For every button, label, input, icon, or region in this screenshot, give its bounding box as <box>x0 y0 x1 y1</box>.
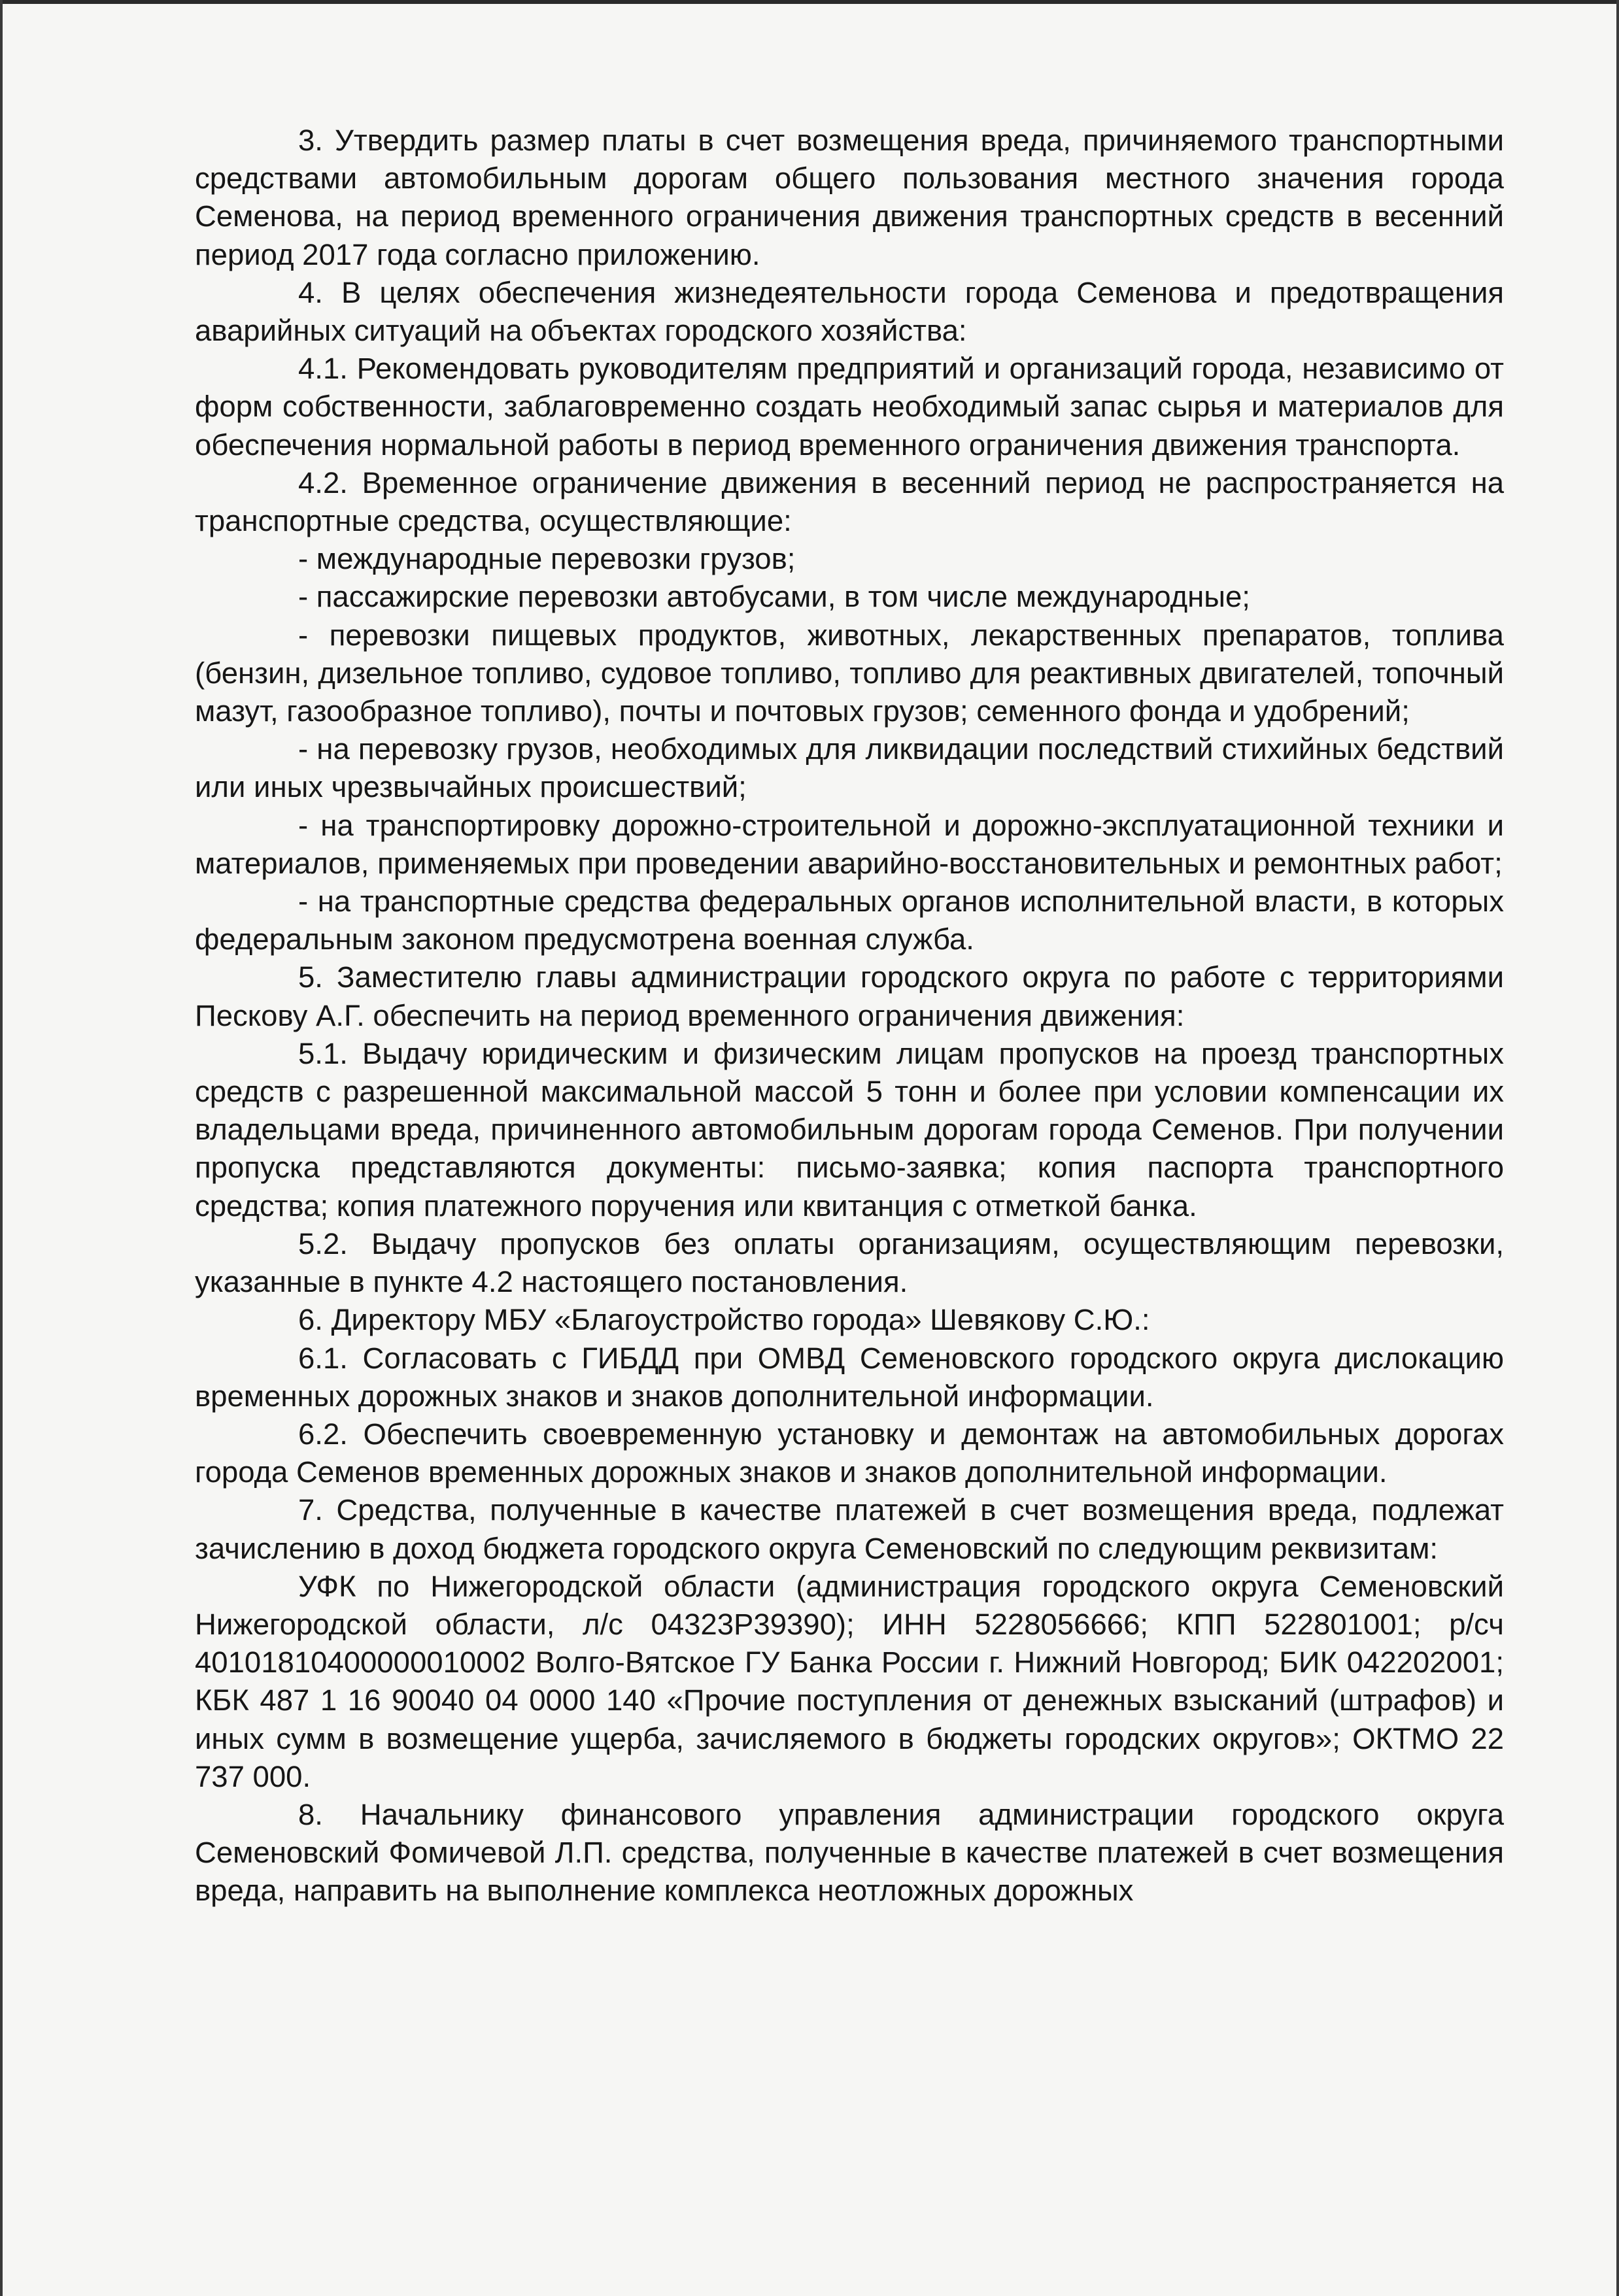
paragraph-5: 5. Заместителю главы администрации городского округа по работе с территориями Пескову А.Г. обеспечить на период временного ограничения движения: <box>195 960 1504 1032</box>
scan-edge-top <box>0 0 1619 4</box>
paragraph-4-2: 4.2. Временное ограничение движения в весенний период не распространяется на транспортные средства, осуществляющие: <box>195 465 1504 538</box>
list-item-international-cargo: - международные перевозки грузов; <box>298 542 796 576</box>
paragraph-8: 8. Начальнику финансового управления администрации городского округа Семеновский Фомичевой Л.П. средства, полученные в качестве платежей в счет возмещения вреда, направить на выполнение комплекса неотложных дорожных <box>195 1797 1504 1908</box>
list-item-passenger-bus: - пассажирские перевозки автобусами, в том числе международные; <box>298 580 1250 614</box>
list-item-food-fuel-mail: - перевозки пищевых продуктов, животных, лекарственных препаратов, топлива (бензин, дизельное топливо, судовое топливо, топливо для реактивных двигателей, топочный мазут, газообразное топливо), почты и почтовых грузов; семенного фонда и удобрений; <box>195 618 1504 728</box>
scan-edge-left <box>0 0 3 2296</box>
paragraph-4-1: 4.1. Рекомендовать руководителям предприятий и организаций города, независимо от форм собственности, заблаговременно создать необходимый запас сырья и материалов для обеспечения нормальной работы в период временного ограничения движения транспорта. <box>195 352 1504 462</box>
list-item-disaster-relief: - на перевозку грузов, необходимых для ликвидации последствий стихийных бедствий или иных чрезвычайных происшествий; <box>195 732 1504 804</box>
scan-edge-right <box>1616 0 1619 2296</box>
list-item-road-machinery: - на транспортировку дорожно-строительной и дорожно-эксплуатационной техники и материалов, применяемых при проведении аварийно-восстановительных и ремонтных работ; <box>195 808 1504 880</box>
paragraph-5-2: 5.2. Выдачу пропусков без оплаты организациям, осуществляющим перевозки, указанные в пункте 4.2 настоящего постановления. <box>195 1226 1504 1299</box>
paragraph-6: 6. Директору МБУ «Благоустройство города» Шевякову С.Ю.: <box>298 1303 1150 1337</box>
paragraph-4: 4. В целях обеспечения жизнедеятельности города Семенова и предотвращения аварийных ситуаций на объектах городского хозяйства: <box>195 275 1504 348</box>
paragraph-5-1: 5.1. Выдачу юридическим и физическим лицам пропусков на проезд транспортных средств с разрешенной максимальной массой 5 тонн и более при условии компенсации их владельцами вреда, причиненного автомобильным дорогам города Семенов. При получении пропуска представляются документы: письмо-заявка; копия паспорта транспортного средства; копия платежного поручения или квитанция с отметкой банка. <box>195 1036 1504 1223</box>
payment-details: УФК по Нижегородской области (администрация городского округа Семеновский Нижегородской области, л/с 04323Р39390); ИНН 5228056666; КПП 522801001; р/сч 40101810400000010002 Волго-Вятское ГУ Банка России г. Нижний Новгород; БИК 042202001; КБК 487 1 16 90040 04 0000 140 «Прочие поступления от денежных взысканий (штрафов) и иных сумм в возмещение ущерба, зачисляемого в бюджеты городских округов»; ОКТМО 22 737 000. <box>195 1569 1504 1793</box>
paragraph-3: 3. Утвердить размер платы в счет возмещения вреда, причиняемого транспортными средствами автомобильным дорогам общего пользования местного значения города Семенова, на период временного ограничения движения транспортных средств в весенний период 2017 года согласно приложению. <box>195 124 1504 271</box>
paragraph-6-2: 6.2. Обеспечить своевременную установку и демонтаж на автомобильных дорогах города Семенов временных дорожных знаков и знаков дополнительной информации. <box>195 1417 1504 1489</box>
document-body <box>195 122 1504 1910</box>
list-item-federal-vehicles: - на транспортные средства федеральных органов исполнительной власти, в которых федеральным законом предусмотрена военная служба. <box>195 885 1504 956</box>
paragraph-6-1: 6.1. Согласовать с ГИБДД при ОМВД Семеновского городского округа дислокацию временных дорожных знаков и знаков дополнительной информации. <box>195 1341 1504 1413</box>
paragraph-7: 7. Средства, полученные в качестве платежей в счет возмещения вреда, подлежат зачислению в доход бюджета городского округа Семеновский по следующим реквизитам: <box>195 1493 1504 1565</box>
